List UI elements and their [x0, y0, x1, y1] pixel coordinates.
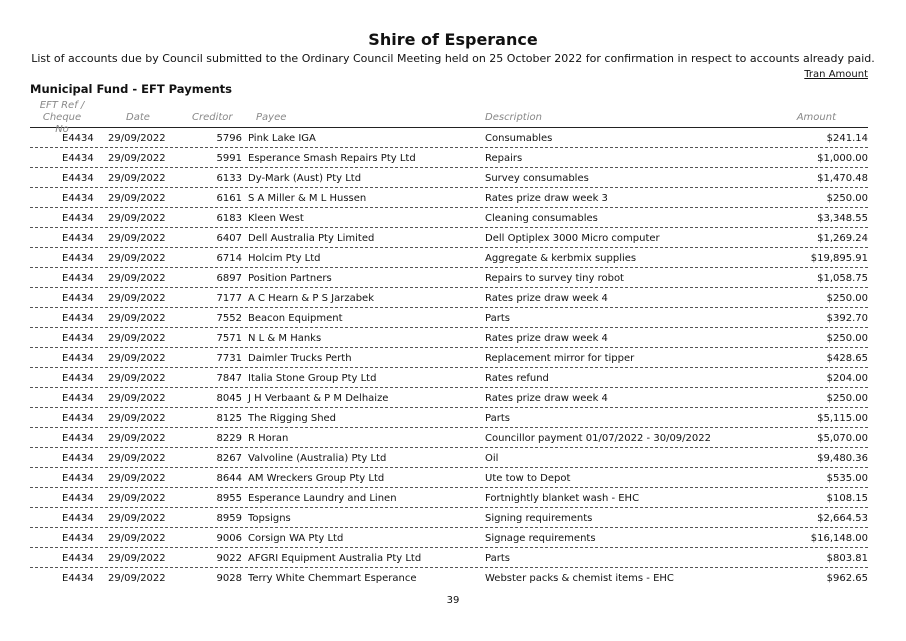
table-row [30, 568, 868, 587]
cell-creditor: 8229 [216, 433, 242, 444]
cell-date: 29/09/2022 [108, 473, 166, 484]
cell-payee: Esperance Laundry and Linen [248, 493, 397, 504]
cell-amount: $1,470.48 [817, 173, 868, 184]
cell-description: Rates prize draw week 4 [485, 393, 608, 404]
cell-payee: J H Verbaant & P M Delhaize [248, 393, 389, 404]
cell-amount: $535.00 [826, 473, 868, 484]
table-row [30, 248, 868, 268]
cell-payee: Beacon Equipment [248, 313, 343, 324]
cell-amount: $1,000.00 [817, 153, 868, 164]
cell-creditor: 9028 [216, 573, 242, 584]
column-header-ref-line2: Cheque No [42, 112, 82, 135]
cell-amount: $1,058.75 [817, 273, 868, 284]
cell-creditor: 7571 [216, 333, 242, 344]
cell-payee: AFGRI Equipment Australia Pty Ltd [248, 553, 422, 564]
table-row [30, 308, 868, 328]
cell-date: 29/09/2022 [108, 533, 166, 544]
cell-ref: E4434 [62, 173, 94, 184]
cell-ref: E4434 [62, 373, 94, 384]
cell-ref: E4434 [62, 573, 94, 584]
cell-ref: E4434 [62, 393, 94, 404]
table-row [30, 368, 868, 388]
cell-creditor: 8955 [216, 493, 242, 504]
cell-creditor: 6133 [216, 173, 242, 184]
cell-creditor: 6714 [216, 253, 242, 264]
cell-description: Signage requirements [485, 533, 596, 544]
table-row [30, 348, 868, 368]
cell-description: Repairs to survey tiny robot [485, 273, 624, 284]
table-row [30, 268, 868, 288]
cell-description: Rates refund [485, 373, 549, 384]
page-number: 39 [446, 595, 460, 606]
table-row [30, 488, 868, 508]
cell-creditor: 7847 [216, 373, 242, 384]
cell-ref: E4434 [62, 133, 94, 144]
cell-date: 29/09/2022 [108, 253, 166, 264]
cell-payee: Dy-Mark (Aust) Pty Ltd [248, 173, 362, 184]
cell-description: Dell Optiplex 3000 Micro computer [485, 233, 660, 244]
cell-date: 29/09/2022 [108, 413, 166, 424]
cell-description: Rates prize draw week 4 [485, 293, 608, 304]
column-header-amount: Amount [796, 112, 836, 123]
cell-date: 29/09/2022 [108, 373, 166, 384]
column-header-payee: Payee [256, 112, 287, 123]
cell-amount: $962.65 [826, 573, 868, 584]
cell-payee: Italia Stone Group Pty Ltd [248, 373, 377, 384]
table-row [30, 528, 868, 548]
cell-creditor: 8644 [216, 473, 242, 484]
cell-payee: Position Partners [248, 273, 332, 284]
cell-creditor: 6183 [216, 213, 242, 224]
table-row [30, 208, 868, 228]
cell-payee: A C Hearn & P S Jarzabek [248, 293, 375, 304]
cell-amount: $204.00 [826, 373, 868, 384]
cell-amount: $3,348.55 [817, 213, 868, 224]
cell-ref: E4434 [62, 273, 94, 284]
table-row [30, 188, 868, 208]
cell-creditor: 8267 [216, 453, 242, 464]
document-title: Shire of Esperance [368, 30, 538, 49]
cell-payee: Esperance Smash Repairs Pty Ltd [248, 153, 416, 164]
cell-date: 29/09/2022 [108, 293, 166, 304]
cell-ref: E4434 [62, 413, 94, 424]
table-row [30, 228, 868, 248]
cell-creditor: 5991 [216, 153, 242, 164]
table-row [30, 388, 868, 408]
payments-table-body [30, 128, 868, 587]
cell-ref: E4434 [62, 193, 94, 204]
cell-creditor: 8125 [216, 413, 242, 424]
cell-payee: Kleen West [248, 213, 304, 224]
cell-payee: S A Miller & M L Hussen [248, 193, 367, 204]
cell-ref: E4434 [62, 513, 94, 524]
cell-ref: E4434 [62, 333, 94, 344]
cell-creditor: 8045 [216, 393, 242, 404]
cell-payee: Daimler Trucks Perth [248, 353, 352, 364]
table-row [30, 448, 868, 468]
cell-date: 29/09/2022 [108, 313, 166, 324]
cell-payee: Valvoline (Australia) Pty Ltd [248, 453, 387, 464]
section-title: Municipal Fund - EFT Payments [30, 82, 233, 96]
cell-ref: E4434 [62, 293, 94, 304]
cell-payee: Corsign WA Pty Ltd [248, 533, 344, 544]
table-row [30, 548, 868, 568]
tran-amount-label: Tran Amount [804, 69, 868, 80]
cell-creditor: 7552 [216, 313, 242, 324]
column-header-ref-line1: EFT Ref / [39, 100, 85, 111]
cell-ref: E4434 [62, 433, 94, 444]
cell-amount: $9,480.36 [817, 453, 868, 464]
cell-ref: E4434 [62, 353, 94, 364]
cell-payee: R Horan [248, 433, 289, 444]
cell-ref: E4434 [62, 153, 94, 164]
table-row [30, 128, 868, 148]
cell-ref: E4434 [62, 553, 94, 564]
cell-creditor: 7177 [216, 293, 242, 304]
column-header-description: Description [485, 112, 542, 123]
cell-creditor: 8959 [216, 513, 242, 524]
cell-ref: E4434 [62, 493, 94, 504]
cell-date: 29/09/2022 [108, 353, 166, 364]
cell-description: Survey consumables [485, 173, 589, 184]
cell-amount: $250.00 [826, 333, 868, 344]
column-header-creditor: Creditor [192, 112, 233, 123]
cell-description: Rates prize draw week 3 [485, 193, 608, 204]
cell-amount: $19,895.91 [810, 253, 868, 264]
table-row [30, 328, 868, 348]
cell-date: 29/09/2022 [108, 233, 166, 244]
cell-description: Parts [485, 313, 510, 324]
cell-date: 29/09/2022 [108, 553, 166, 564]
table-row [30, 408, 868, 428]
cell-creditor: 5796 [216, 133, 242, 144]
cell-description: Consumables [485, 133, 553, 144]
cell-amount: $2,664.53 [817, 513, 868, 524]
cell-description: Rates prize draw week 4 [485, 333, 608, 344]
cell-description: Parts [485, 413, 510, 424]
cell-ref: E4434 [62, 233, 94, 244]
cell-date: 29/09/2022 [108, 213, 166, 224]
cell-amount: $16,148.00 [810, 533, 868, 544]
table-header [30, 98, 868, 135]
cell-amount: $1,269.24 [817, 233, 868, 244]
cell-date: 29/09/2022 [108, 573, 166, 584]
cell-description: Webster packs & chemist items - EHC [485, 573, 674, 584]
cell-description: Cleaning consumables [485, 213, 598, 224]
table-row [30, 428, 868, 448]
cell-description: Councillor payment 01/07/2022 - 30/09/2022 [485, 433, 711, 444]
cell-amount: $250.00 [826, 393, 868, 404]
cell-payee: Terry White Chemmart Esperance [248, 573, 417, 584]
cell-payee: The Rigging Shed [248, 413, 337, 424]
cell-description: Fortnightly blanket wash - EHC [485, 493, 640, 504]
cell-amount: $250.00 [826, 293, 868, 304]
cell-ref: E4434 [62, 313, 94, 324]
cell-amount: $250.00 [826, 193, 868, 204]
cell-payee: Topsigns [248, 513, 291, 524]
cell-creditor: 9022 [216, 553, 242, 564]
cell-creditor: 6161 [216, 193, 242, 204]
cell-date: 29/09/2022 [108, 273, 166, 284]
cell-payee: Pink Lake IGA [248, 133, 316, 144]
cell-payee: N L & M Hanks [248, 333, 322, 344]
cell-description: Replacement mirror for tipper [485, 353, 635, 364]
cell-description: Signing requirements [485, 513, 593, 524]
cell-creditor: 6897 [216, 273, 242, 284]
table-row [30, 168, 868, 188]
cell-amount: $241.14 [826, 133, 868, 144]
cell-description: Oil [485, 453, 499, 464]
cell-ref: E4434 [62, 253, 94, 264]
table-row [30, 508, 868, 528]
cell-payee: Dell Australia Pty Limited [248, 233, 375, 244]
cell-date: 29/09/2022 [108, 453, 166, 464]
cell-creditor: 9006 [216, 533, 242, 544]
cell-description: Ute tow to Depot [485, 473, 571, 484]
document-subtitle: List of accounts due by Council submitted to the Ordinary Council Meeting held on 25 October 2022 for confirmation in respect to accounts already paid. [31, 52, 875, 65]
cell-amount: $392.70 [826, 313, 868, 324]
cell-date: 29/09/2022 [108, 153, 166, 164]
cell-amount: $5,115.00 [817, 413, 868, 424]
cell-amount: $5,070.00 [817, 433, 868, 444]
cell-payee: Holcim Pty Ltd [248, 253, 321, 264]
cell-date: 29/09/2022 [108, 133, 166, 144]
cell-ref: E4434 [62, 453, 94, 464]
cell-payee: AM Wreckers Group Pty Ltd [248, 473, 385, 484]
cell-date: 29/09/2022 [108, 393, 166, 404]
cell-date: 29/09/2022 [108, 193, 166, 204]
cell-amount: $803.81 [826, 553, 868, 564]
cell-description: Repairs [485, 153, 523, 164]
cell-date: 29/09/2022 [108, 333, 166, 344]
cell-creditor: 6407 [216, 233, 242, 244]
cell-date: 29/09/2022 [108, 173, 166, 184]
cell-date: 29/09/2022 [108, 433, 166, 444]
table-row [30, 148, 868, 168]
cell-ref: E4434 [62, 213, 94, 224]
cell-description: Parts [485, 553, 510, 564]
cell-description: Aggregate & kerbmix supplies [485, 253, 637, 264]
column-header-date: Date [126, 112, 150, 123]
cell-creditor: 7731 [216, 353, 242, 364]
cell-amount: $428.65 [826, 353, 868, 364]
cell-date: 29/09/2022 [108, 513, 166, 524]
table-row [30, 468, 868, 488]
table-row [30, 288, 868, 308]
cell-date: 29/09/2022 [108, 493, 166, 504]
cell-ref: E4434 [62, 473, 94, 484]
cell-ref: E4434 [62, 533, 94, 544]
cell-amount: $108.15 [826, 493, 868, 504]
